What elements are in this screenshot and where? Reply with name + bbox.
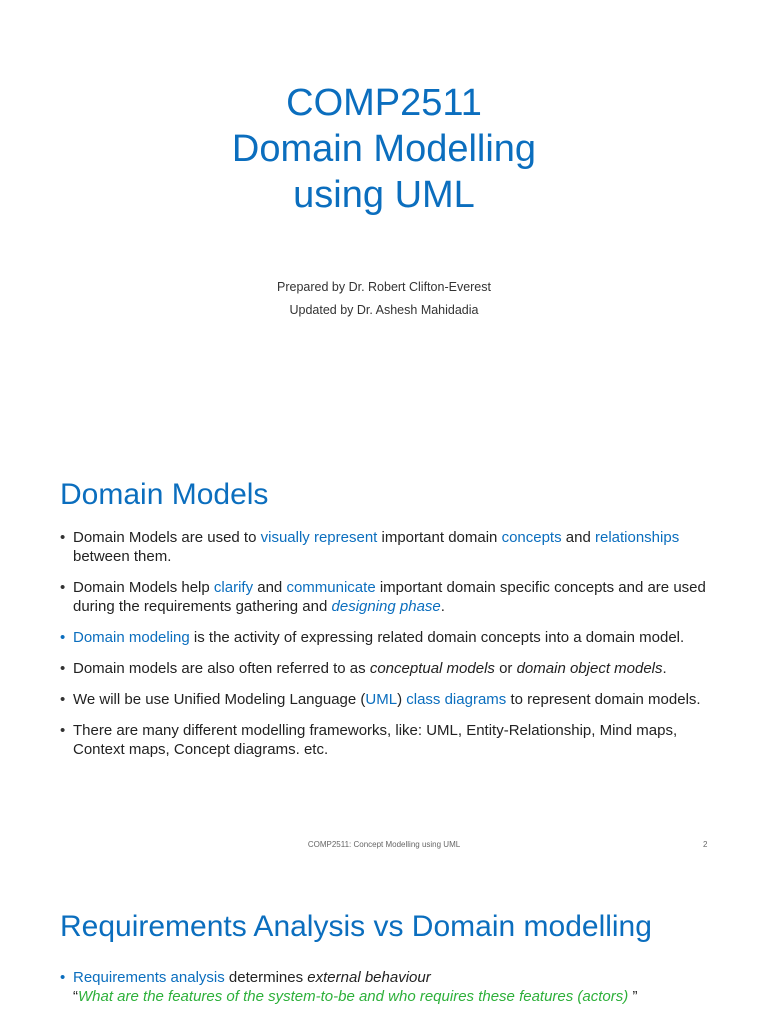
bullet-item xyxy=(60,721,720,759)
italic-text: domain object models xyxy=(516,660,663,677)
slide-heading: Requirements Analysis vs Domain modelling xyxy=(60,910,652,943)
title-slide xyxy=(0,0,768,440)
bullet-text: We will be use Unified Modeling Language ( xyxy=(73,691,366,708)
bullet-item xyxy=(60,578,720,616)
highlight-text: Requirements analysis xyxy=(73,969,225,986)
highlight-text: visually represent xyxy=(260,529,378,546)
bullet-item xyxy=(60,659,720,678)
requirements-analysis-slide xyxy=(0,896,768,1024)
highlight-text: relationships xyxy=(594,529,680,546)
quote-mark: ” xyxy=(628,988,638,1005)
highlight-italic-text: designing phase xyxy=(331,598,441,615)
title-course-code: COMP2511 xyxy=(286,82,482,124)
highlight-text: concepts xyxy=(501,529,562,546)
bullet-item xyxy=(60,690,720,709)
bullet-text: is the activity of expressing related domain concepts into a domain model. xyxy=(189,629,685,646)
bullet-item xyxy=(60,528,720,566)
bullet-item xyxy=(60,628,720,647)
bullet-list xyxy=(60,968,720,1018)
highlight-text: Domain modeling xyxy=(73,629,190,646)
bullet-text: important domain xyxy=(377,529,502,546)
highlight-text: communicate xyxy=(286,579,376,596)
green-italic-text: What are the features of the system-to-be and who requires these features (actors) xyxy=(78,988,629,1005)
prepared-by: Prepared by Dr. Robert Clifton-Everest xyxy=(277,280,491,294)
bullet-text: and xyxy=(561,529,595,546)
bullet-text: . xyxy=(440,598,445,615)
bullet-text: important domain specific concepts and are used during the requirements gathering and xyxy=(73,579,706,615)
slide-title xyxy=(0,80,768,218)
slide-heading: Domain Models xyxy=(60,478,269,511)
italic-text: external behaviour xyxy=(307,969,431,986)
bullet-text: or xyxy=(494,660,517,677)
bullet-text: . xyxy=(662,660,667,677)
footer-text: COMP2511: Concept Modelling using UML xyxy=(307,840,461,849)
bullet-text: and xyxy=(253,579,287,596)
title-subtopic: using UML xyxy=(293,174,475,216)
page-number: 2 xyxy=(703,840,708,849)
bullet-text: There are many different modelling frameworks, like: UML, Entity-Relationship, Mind maps, Context maps, Concept diagrams. etc. xyxy=(73,722,678,758)
bullet-text: Domain Models help xyxy=(73,579,214,596)
bullet-text: Domain models are also often referred to as xyxy=(73,660,370,677)
title-topic: Domain Modelling xyxy=(231,128,537,170)
italic-text: conceptual models xyxy=(369,660,495,677)
credits xyxy=(0,276,768,322)
updated-by: Updated by Dr. Ashesh Mahidadia xyxy=(289,303,479,317)
bullet-list xyxy=(60,528,720,771)
bullet-text: ) xyxy=(397,691,407,708)
highlight-text: UML xyxy=(365,691,398,708)
quote-mark: “ xyxy=(73,988,78,1005)
bullet-text: between them. xyxy=(73,548,172,565)
bullet-text: to represent domain models. xyxy=(506,691,701,708)
highlight-text: clarify xyxy=(213,579,254,596)
bullet-text: determines xyxy=(224,969,308,986)
bullet-item xyxy=(60,968,720,1006)
bullet-text: Domain Models are used to xyxy=(73,529,261,546)
highlight-text: class diagrams xyxy=(406,691,507,708)
domain-models-slide xyxy=(0,460,768,860)
